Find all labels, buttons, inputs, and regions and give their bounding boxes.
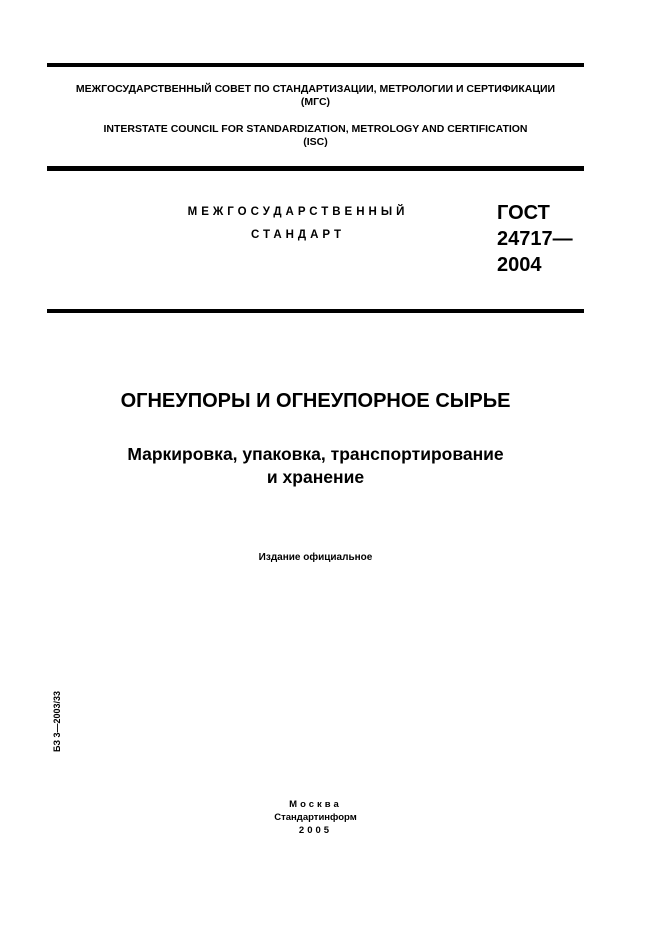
document-title: ОГНЕУПОРЫ И ОГНЕУПОРНОЕ СЫРЬЕ: [120, 390, 511, 412]
council-abbr-en: (ISC): [303, 136, 328, 148]
standard-type-line1: МЕЖГОСУДАРСТВЕННЫЙ: [187, 206, 409, 218]
council-name-en-line: INTERSTATE COUNCIL FOR STANDARDIZATION, METROLOGY AND CERTIFICATION: [103, 123, 528, 135]
imprint-city: Москва: [289, 799, 342, 810]
edition-note: Издание официальное: [258, 552, 373, 563]
document-subtitle: [47, 443, 584, 489]
gost-label: ГОСТ: [497, 202, 550, 224]
standard-type-line2: СТАНДАРТ: [251, 229, 345, 241]
top-rule: [47, 63, 584, 67]
council-name-russian: [47, 83, 584, 109]
side-catalog-code: БЗ 3—2003/33: [52, 690, 62, 752]
gost-number: 24717—: [497, 228, 573, 250]
gost-designation: [497, 200, 587, 278]
gost-year: 2004: [497, 254, 542, 276]
imprint-publisher: Стандартинформ: [274, 812, 357, 823]
council-name-english: [47, 123, 584, 149]
council-abbr-ru: (МГС): [300, 96, 331, 108]
middle-rule: [47, 166, 584, 171]
subtitle-line2: и хранение: [266, 467, 365, 487]
subtitle-line1: Маркировка, упаковка, транспортирование: [127, 444, 504, 464]
council-name-ru-line: МЕЖГОСУДАРСТВЕННЫЙ СОВЕТ ПО СТАНДАРТИЗАЦИИ, МЕТРОЛОГИИ И СЕРТИФИКАЦИИ: [75, 83, 556, 95]
lower-rule: [47, 309, 584, 313]
imprint-year: 2005: [298, 825, 333, 836]
